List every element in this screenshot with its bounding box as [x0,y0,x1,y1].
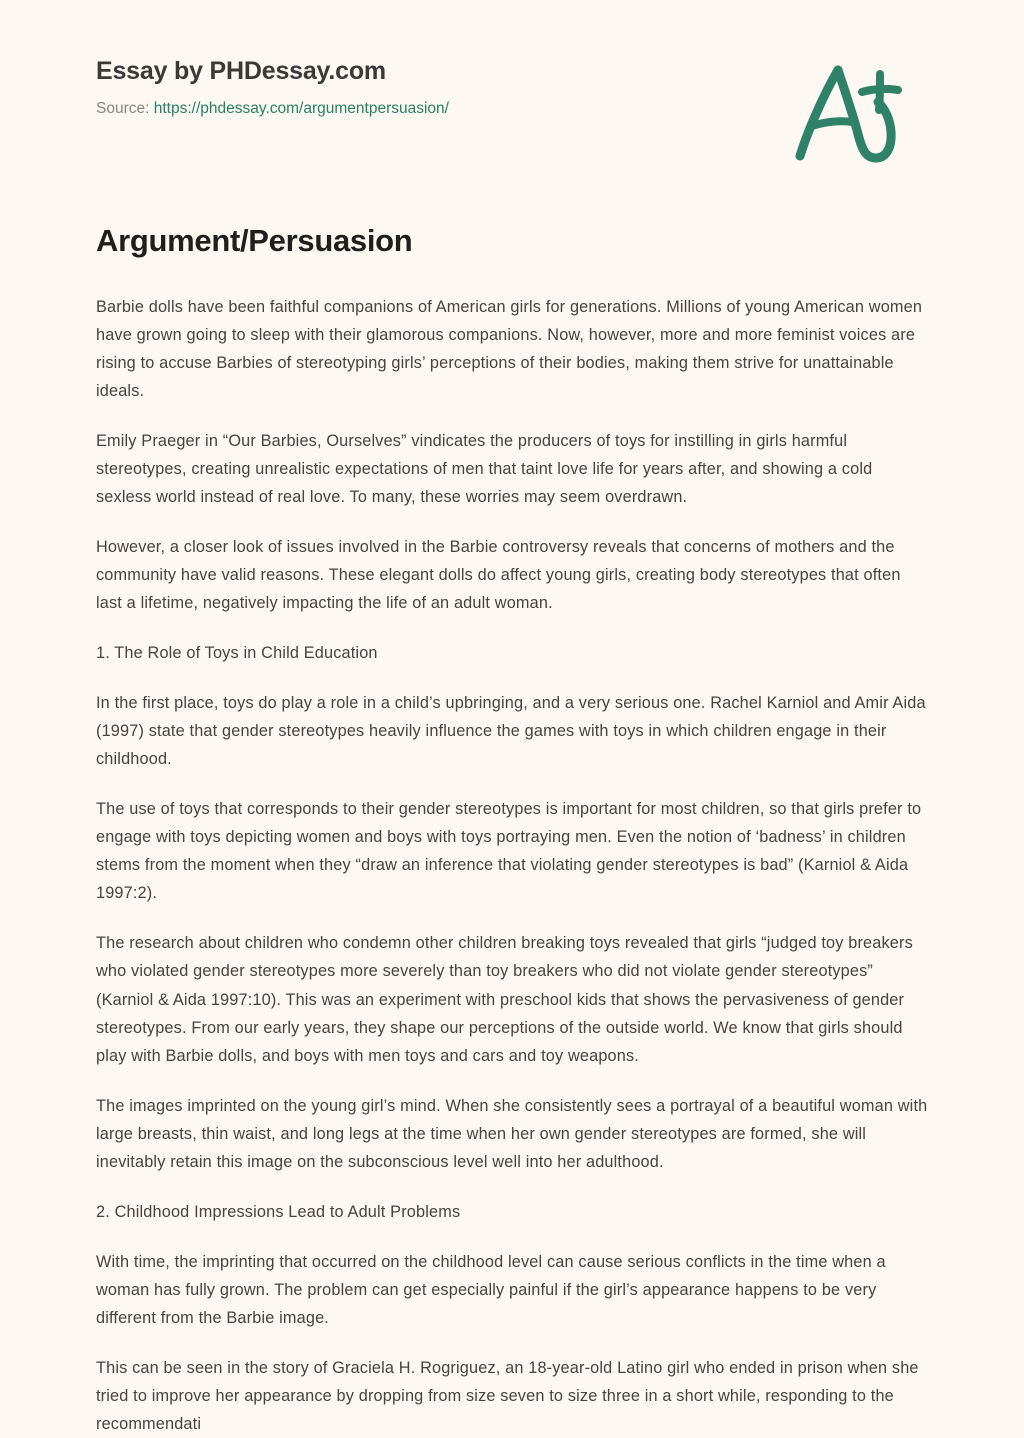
source-url-link[interactable]: https://phdessay.com/argumentpersuasion/ [153,99,449,117]
source-line [96,100,449,119]
source-label: Source: [96,99,150,117]
section-heading-2: 2. Childhood Impressions Lead to Adult Problems [96,1202,461,1221]
a-plus-logo-icon [788,60,908,166]
paragraph: The images imprinted on the young girl’s mind. When she consistently sees a portrayal of a beautiful woman with large breasts, thin waist, and long legs at the time when her own gender stereotypes are formed, she will inevitably retain this image on the subconscious level well into her adulthood. [96,1096,928,1171]
paragraph: Emily Praeger in “Our Barbies, Ourselves” vindicates the producers of toys for instilling in girls harmful stereotypes, creating unrealistic expectations of men that taint love life for years after, and showing a cold sexless world instead of real love. To many, these worries may seem overdrawn. [96,432,873,507]
paragraph: With time, the imprinting that occurred on the childhood level can cause serious conflicts in the time when a woman has fully grown. The problem can get especially painful if the girl’s appearance happens to be very different from the Barbie image. [96,1252,886,1327]
page-header [0,0,1024,166]
paragraph-truncated: This can be seen in the story of Graciela H. Rogriguez, an 18-year-old Latino girl who ended in prison when she tried to improve her appearance by dropping from size seven to size three in a short while, responding to the recommendati [96,1358,919,1433]
paragraph: Barbie dolls have been faithful companions of American girls for generations. Millions of young American women have grown going to sleep with their glamorous companions. Now, however, more and more feminist voices are rising to accuse Barbies of stereotyping girls’ perceptions of their bodies, making them strive for unattainable ideals. [96,298,923,401]
paragraph: The research about children who condemn other children breaking toys revealed that girls “judged toy breakers who violated gender stereotypes more severely than toy breakers who did not violate gender stereotypes” (Karniol & Aida 1997:10). This was an experiment with preschool kids that shows the pervasiveness of gender stereotypes. From our early years, they shape our perceptions of the outside world. We know that girls should play with Barbie dolls, and boys with men toys and cars and toy weapons. [96,934,913,1065]
section-heading-1: 1. The Role of Toys in Child Education [96,644,378,663]
header-text-block [96,58,449,118]
paragraph: The use of toys that corresponds to their gender stereotypes is important for most children, so that girls prefer to engage with toys depicting women and boys with toys portraying men. Even the notion of ‘badness’ in children stems from the moment when they “draw an inference that violating gender stereotypes is bad” (Karniol & Aida 1997:2). [96,800,922,903]
page-title: Argument/Persuasion [96,223,413,258]
paragraph: However, a closer look of issues involved in the Barbie controversy reveals that concerns of mothers and the community have valid reasons. These elegant dolls do affect young girls, creating body stereotypes that often last a lifetime, negatively impacting the life of an adult woman. [96,538,901,613]
paragraph: In the first place, toys do play a role in a child’s upbringing, and a very serious one. Rachel Karniol and Amir Aida (1997) state that gender stereotypes heavily influence the games with toys in which children engage in their childhood. [96,694,926,769]
brand-title: Essay by PHDessay.com [96,57,386,85]
article-body [96,293,928,1438]
article [0,222,1024,1438]
